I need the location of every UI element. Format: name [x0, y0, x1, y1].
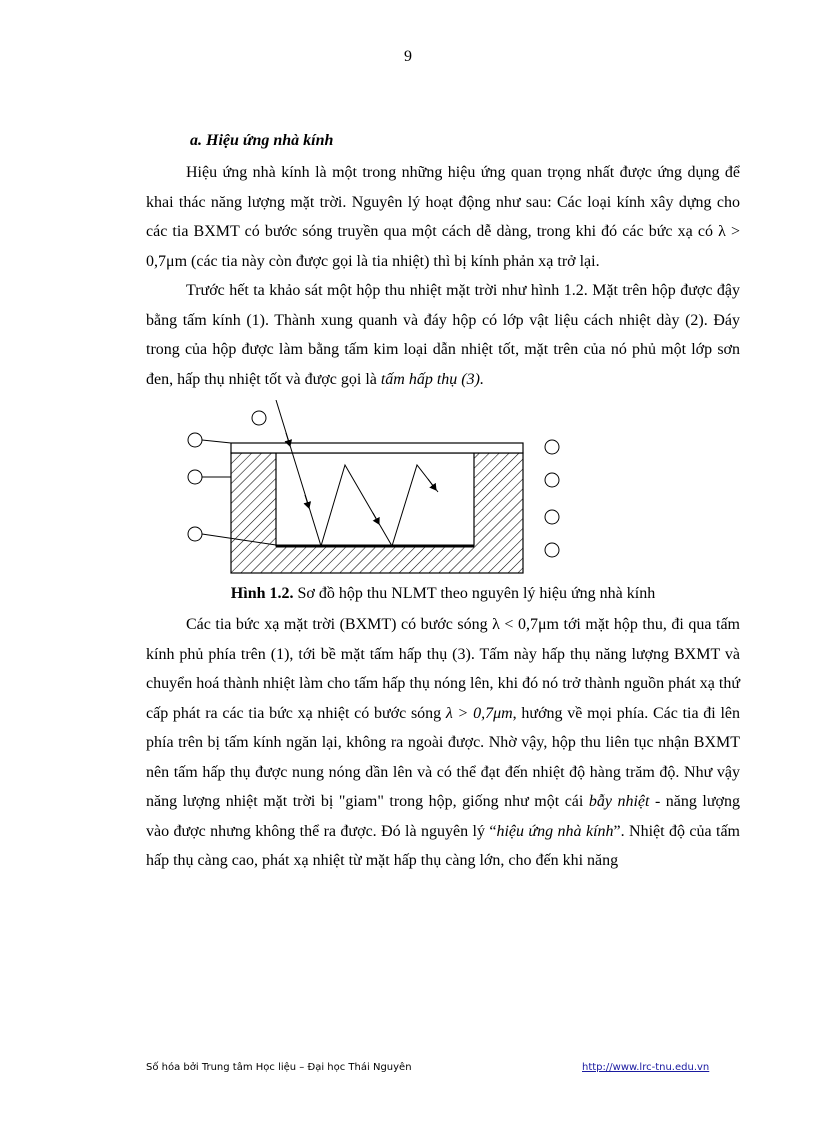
- insulation-label-circle: [188, 470, 202, 484]
- section-heading: a. Hiệu ứng nhà kính: [190, 132, 334, 149]
- paragraph-3-text-4: ”. Nhiệt độ của tấm hấp thụ càng cao, phát xạ nhiệt từ mặt hấp thụ càng lớn, cho đến khi năng: [146, 822, 740, 869]
- figure-caption-text: Sơ đồ hộp thu NLMT theo nguyên lý hiệu ứng nhà kính: [293, 585, 656, 602]
- paragraph-2: [146, 276, 740, 394]
- right-label-circle-4: [545, 543, 559, 557]
- paragraph-2-text: Trước hết ta khảo sát một hộp thu nhiệt mặt trời như hình 1.2. Mặt trên hộp được đậy bằng tấm kính (1). Thành xung quanh và đáy hộp có lớp vật liệu cách nhiệt dày (2). Đáy trong của hộp được làm bằng tấm kim loại dẫn nhiệt tốt, mặt trên của nó phủ một lớp sơn đen, hấp thụ nhiệt tốt và được gọi là: [146, 282, 740, 388]
- paragraph-1: Hiệu ứng nhà kính là một trong những hiệu ứng quan trọng nhất được ứng dụng để khai thác năng lượng mặt trời. Nguyên lý hoạt động như sau: Các loại kính xây dựng cho các tia BXMT có bước sóng truyền qua một cách dễ dàng, trong khi đó các bức xạ có λ > 0,7μm (các tia này còn được gọi là tia nhiệt) thì bị kính phản xạ trở lại.: [146, 164, 740, 270]
- paragraph-3-formula: λ > 0,7μm: [445, 704, 513, 722]
- sunlight-label-circle: [252, 411, 266, 425]
- glass-cover: [231, 443, 523, 453]
- footer-link[interactable]: http://www.lrc-tnu.edu.vn: [582, 1062, 710, 1073]
- paragraph-3-text-1: Các tia bức xạ mặt trời (BXMT) có bước sóng λ < 0,7μm tới mặt hộp thu, đi qua tấm kính phủ phía trên (1), tới bề mặt tấm hấp thụ (3). Tấm này hấp thụ năng lượng BXMT và chuyển hoá thành nhiệt làm cho tấm hấp thụ nóng lên, khi đó nó trở thành nguồn phát xạ thứ cấp phát ra các tia bức xạ nhiệt có bước sóng: [146, 616, 740, 722]
- paragraph-2-italic: tấm hấp thụ (3).: [380, 370, 484, 388]
- page-number: 9: [404, 48, 412, 65]
- right-label-circle-3: [545, 510, 559, 524]
- figure-caption: [146, 582, 740, 606]
- paragraph-3-italic-1: bẫy nhiệt: [588, 793, 650, 810]
- paragraph-3-italic-2: hiệu ứng nhà kính: [496, 822, 614, 840]
- right-label-circle-2: [545, 473, 559, 487]
- main-content: [146, 130, 740, 876]
- glass-label-leader: [202, 440, 231, 443]
- absorber-label-circle: [188, 527, 202, 541]
- paragraph-3-text-3: - năng lượng vào được nhưng không thể ra được. Đó là nguyên lý “: [146, 793, 740, 840]
- paragraph-3: [146, 610, 740, 876]
- right-label-circle-1: [545, 440, 559, 454]
- paragraph-3-text-2: , hướng về mọi phía. Các tia đi lên phía trên bị tấm kính ngăn lại, không ra ngoài được. Nhờ vậy, hộp thu liên tục nhận BXMT nên tấm hấp thụ được nung nóng dần lên và có thể đạt đến nhiệt độ hàng trăm độ. Như vậy năng lượng nhiệt mặt trời bị "giam" trong hộp, giống như một cái: [146, 704, 741, 810]
- glass-label-circle: [188, 433, 202, 447]
- greenhouse-box-diagram: [146, 400, 740, 582]
- figure-caption-label: Hình 1.2.: [230, 585, 294, 602]
- figure-1-2: [146, 400, 740, 582]
- footer-credit: Số hóa bởi Trung tâm Học liệu – Đại học Thái Nguyên: [146, 1062, 412, 1073]
- inner-chamber: [276, 453, 474, 546]
